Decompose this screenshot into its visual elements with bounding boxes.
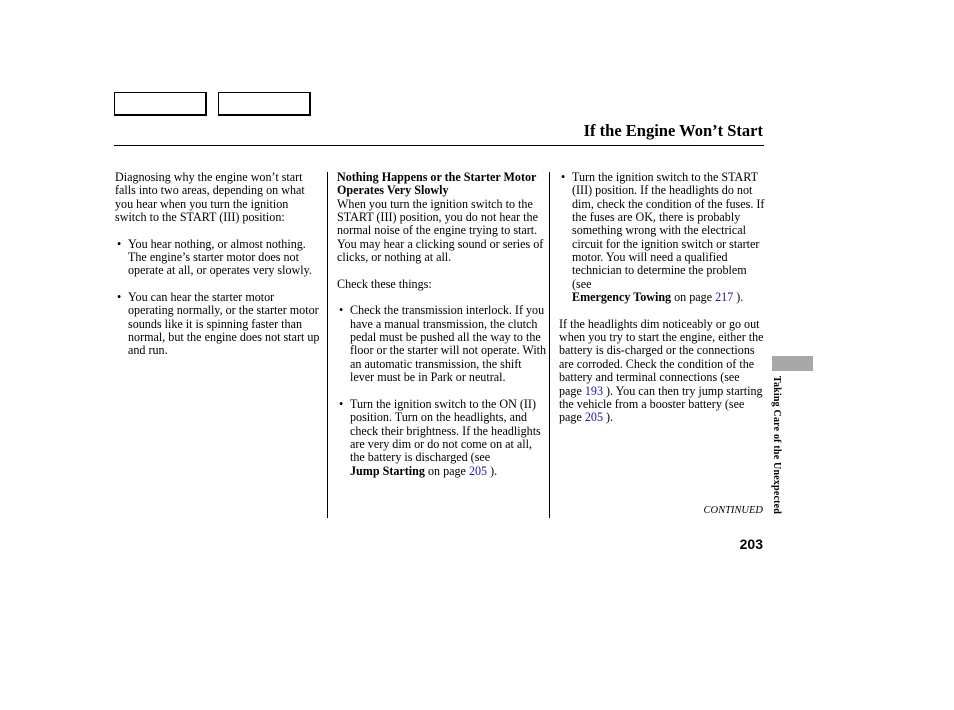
- column-2: [337, 171, 547, 478]
- page-link[interactable]: 205: [468, 463, 488, 478]
- intro-paragraph: Diagnosing why the engine won’t start falls into two areas, depending on what you hear when you turn the ignition switch to the START (III) position:: [115, 170, 305, 225]
- bullet-item: • You can hear the starter motor operating normally, or the starter motor sounds like it is spinning faster than normal, but the engine does not start up and run.: [117, 290, 320, 358]
- bullet-item: • Turn the ignition switch to the ON (II) position. Turn on the headlights, and check their brightness. If the headlights are very dim or do not come on at all, the battery is discharged (see Jump Starting on page 205 ).: [339, 396, 541, 478]
- cross-reference[interactable]: Jump Starting: [350, 463, 425, 478]
- column-divider: [549, 172, 550, 518]
- nav-button-2[interactable]: [218, 92, 311, 116]
- column-1: [115, 171, 320, 358]
- page-link[interactable]: 205: [584, 410, 603, 425]
- bullet-item: • Check the transmission interlock. If you have a manual transmission, the clutch pedal must be pushed all the way to the floor or the starter will not operate. With an automatic transmission, the shift lever must be in Park or neutral.: [339, 303, 547, 385]
- cross-reference[interactable]: Emergency Towing: [572, 290, 672, 305]
- section-tab[interactable]: [772, 356, 813, 371]
- continued-label: CONTINUED: [703, 505, 763, 516]
- section-paragraph: If the headlights dim noticeably or go out when you try to start the engine, either the battery is dis-charged or the connections are corroded. Check the condition of the battery and terminal connections (see page 193 ). You can then try jump starting the vehicle from a booster battery (see page 205 ).: [559, 316, 764, 425]
- page-link[interactable]: 193: [584, 383, 603, 398]
- bullet-item: • Turn the ignition switch to the START (III) position. If the headlights do not dim, check the condition of the fuses. If the fuses are OK, there is probably something wrong with the electrical circuit for the ignition switch or starter motor. You will need a qualified technician to determine the problem (see Emergency Towing on page 217 ).: [561, 170, 765, 305]
- nav-button-1[interactable]: [114, 92, 207, 116]
- page-link[interactable]: 217: [715, 290, 734, 305]
- check-label: Check these things:: [337, 276, 432, 291]
- section-paragraph: When you turn the ignition switch to the START (III) position, you do not hear the normal noise of the engine trying to start. You may hear a clicking sound or series of clicks, or nothing at all.: [337, 196, 544, 265]
- section-heading: Nothing Happens or the Starter Motor Operates Very Slowly: [337, 170, 537, 198]
- page-title: If the Engine Won’t Start: [583, 121, 763, 140]
- column-3: [559, 171, 765, 425]
- page-number: 203: [739, 536, 763, 552]
- bullet-item: • You hear nothing, or almost nothing. The engine’s starter motor does not operate at all, or operates very slowly.: [117, 236, 312, 278]
- column-divider: [327, 172, 328, 518]
- title-rule: [114, 145, 764, 146]
- section-tab-label: Taking Care of the Unexpected: [771, 376, 782, 515]
